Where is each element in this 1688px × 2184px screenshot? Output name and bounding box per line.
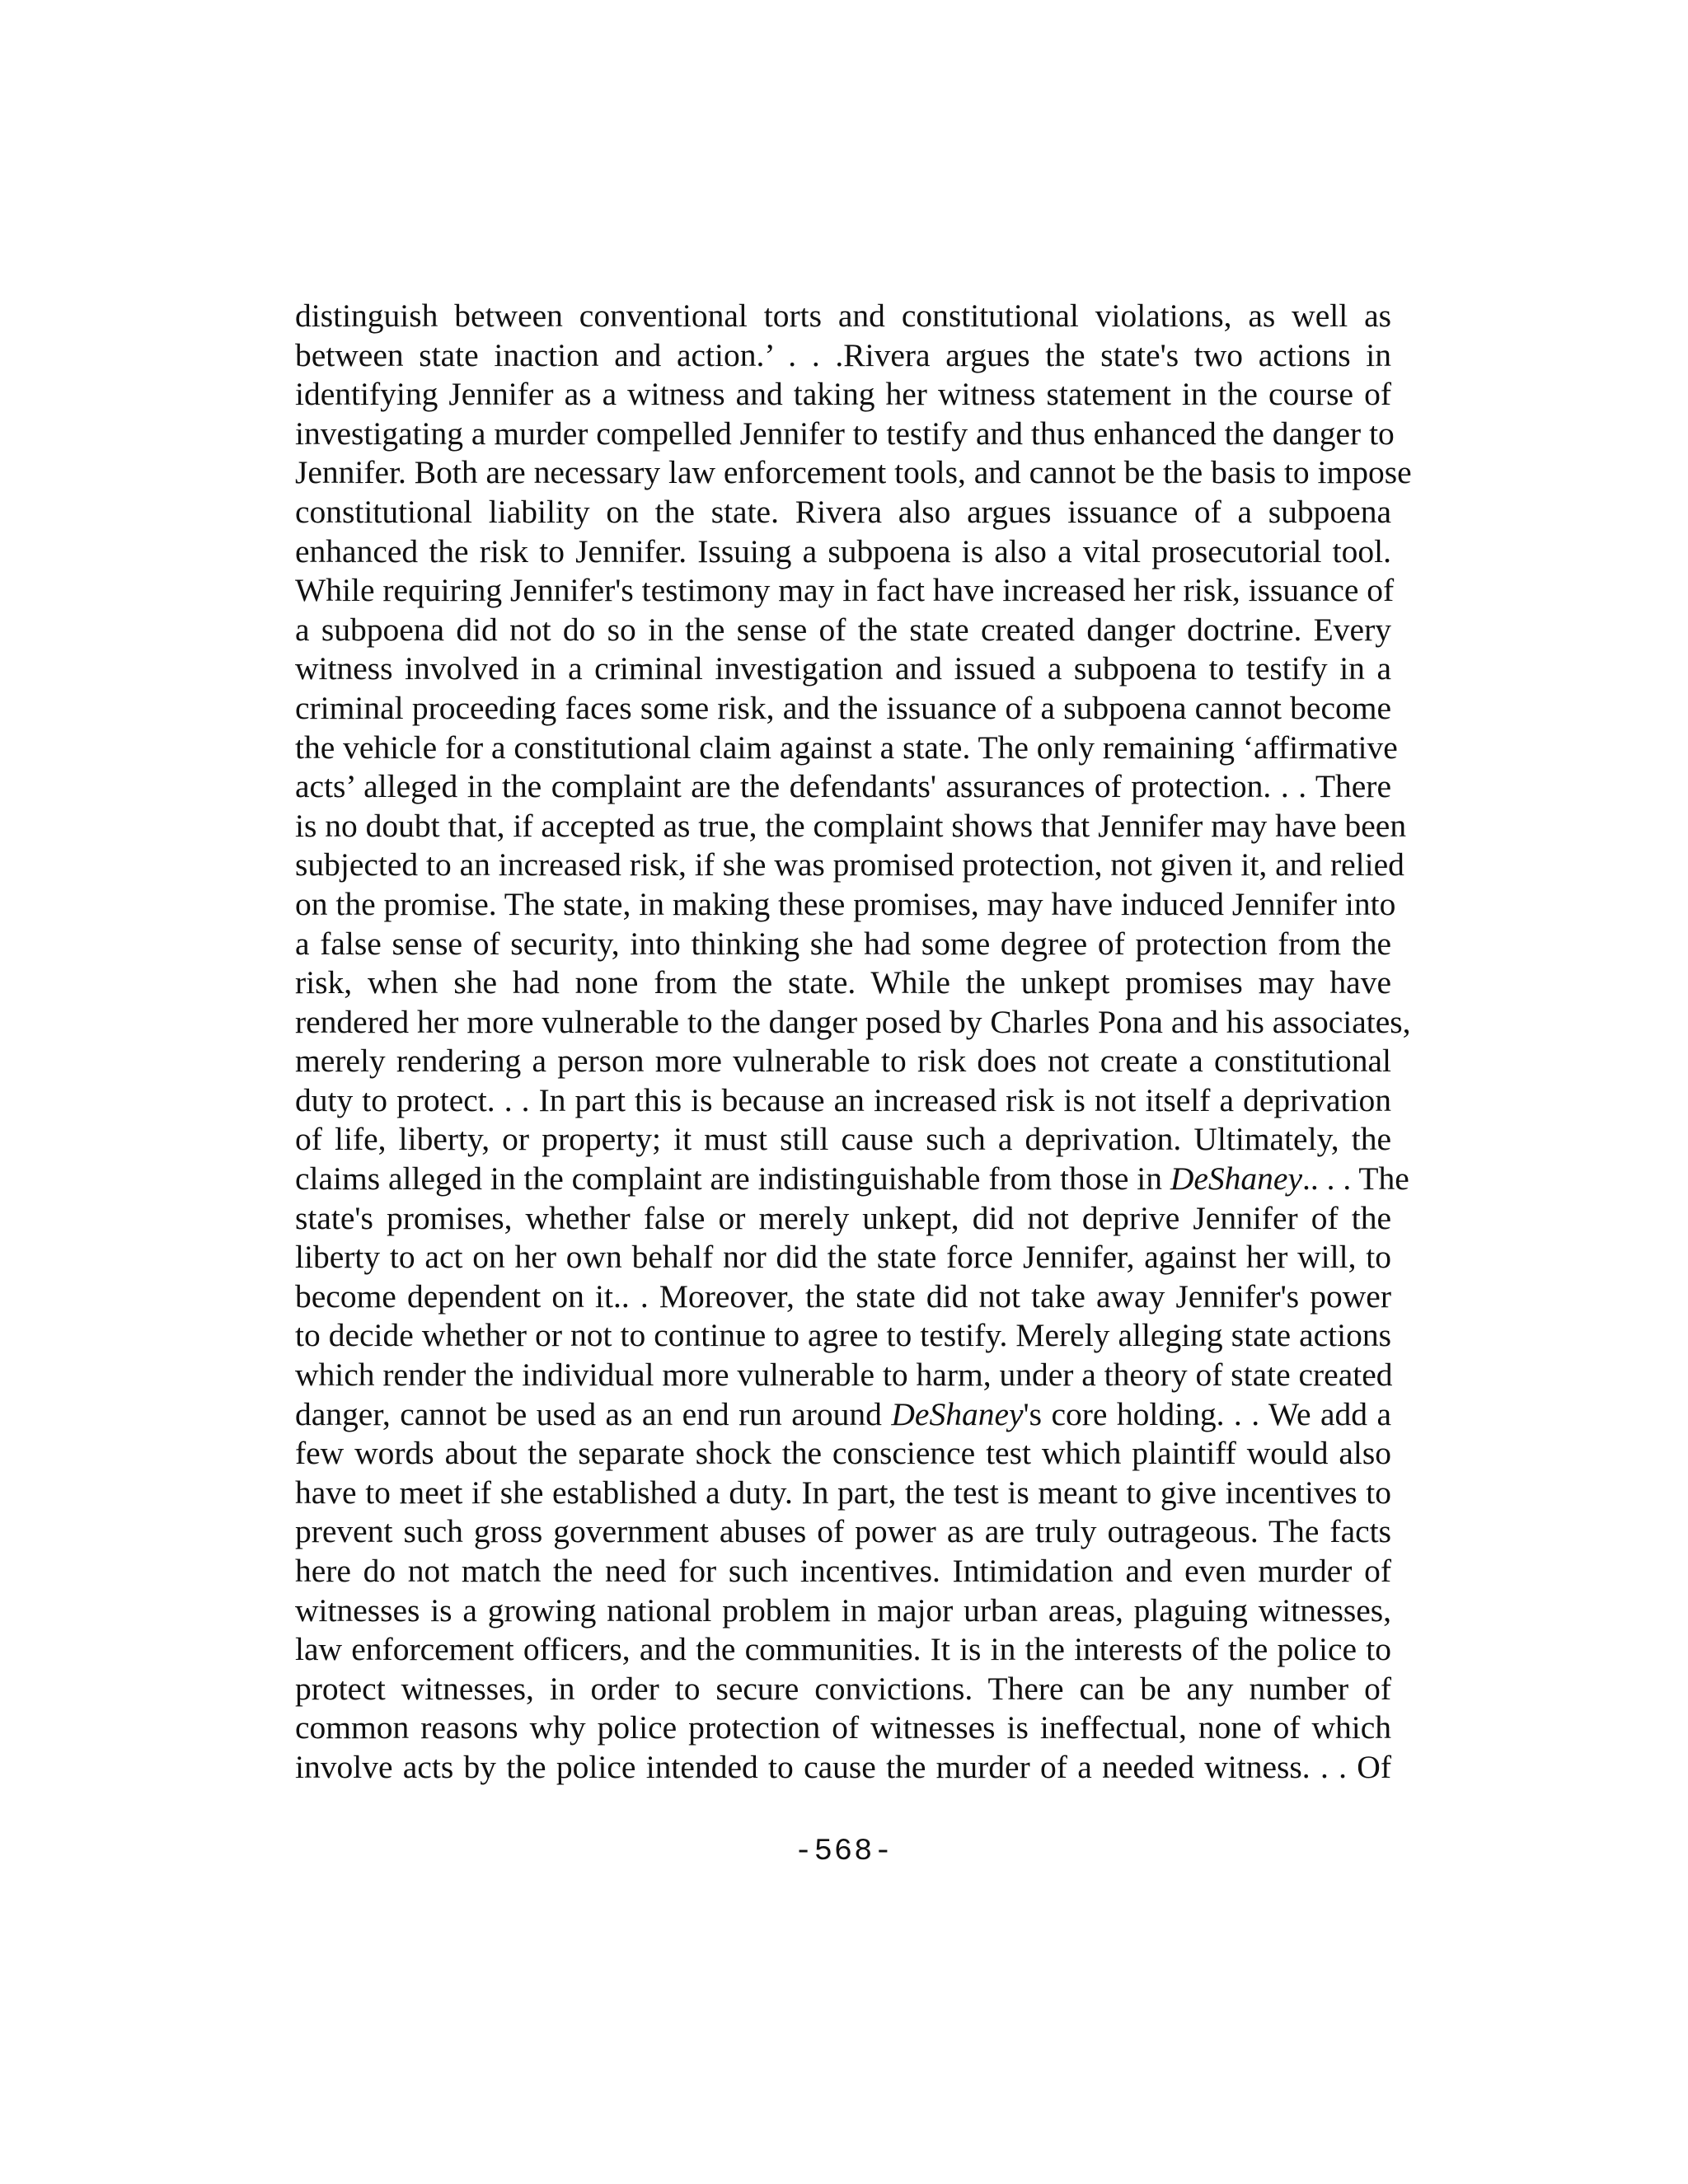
text-line [295, 1042, 1391, 1081]
body-text [295, 297, 1412, 1788]
text-segment: a false sense of security, into thinking she had some degree of protection from the [295, 925, 1391, 962]
text-line [295, 1395, 1391, 1435]
text-line [295, 1434, 1391, 1474]
text-segment: witness involved in a criminal investigation and issued a subpoena to testify in a [295, 650, 1391, 687]
text-line [295, 807, 1407, 846]
text-line [295, 571, 1395, 611]
text-segment: between state inaction and action.’ . . .Rivera argues the state's two actions in [295, 336, 1391, 373]
text-segment: Jennifer. Both are necessary law enforcement tools, and cannot be the basis to impose [295, 454, 1412, 491]
text-segment: criminal proceeding faces some risk, and the issuance of a subpoena cannot become [295, 689, 1391, 726]
text-line [295, 1277, 1391, 1317]
text-segment: acts’ alleged in the complaint are the defendants' assurances of protection. . . There [295, 768, 1391, 805]
text-line [295, 1474, 1391, 1513]
text-segment: the vehicle for a constitutional claim against a state. The only remaining ‘affirmative [295, 729, 1398, 766]
text-line [295, 1199, 1391, 1239]
text-line [295, 963, 1391, 1003]
text-segment: involve acts by the police intended to cause the murder of a needed witness. . . Of [295, 1748, 1391, 1785]
text-line [295, 1670, 1391, 1709]
text-segment: protect witnesses, in order to secure convictions. There can be any number of [295, 1670, 1391, 1707]
text-segment: prevent such gross government abuses of power as are truly outrageous. The facts [295, 1513, 1391, 1550]
text-line [295, 1630, 1391, 1670]
text-line [295, 1316, 1391, 1356]
text-segment: on the promise. The state, in making these promises, may have induced Jennifer into [295, 885, 1396, 922]
text-segment: subjected to an increased risk, if she was promised protection, not given it, and relied [295, 846, 1404, 883]
text-segment: rendered her more vulnerable to the danger posed by Charles Pona and his associates, [295, 1003, 1411, 1040]
text-segment: to decide whether or not to continue to agree to testify. Merely alleging state actions [295, 1317, 1391, 1354]
text-line [295, 885, 1396, 925]
text-line [295, 846, 1404, 885]
text-line [295, 1160, 1409, 1199]
text-line [295, 925, 1391, 964]
case-name-italic: DeShaney [891, 1395, 1024, 1432]
text-segment: identifying Jennifer as a witness and taking her witness statement in the course of [295, 376, 1391, 413]
text-segment: merely rendering a person more vulnerable to risk does not create a constitutional [295, 1043, 1391, 1080]
text-line [295, 611, 1391, 650]
text-line [295, 1552, 1391, 1591]
text-line [295, 1708, 1391, 1748]
text-segment: danger, cannot be used as an end run around [295, 1395, 892, 1432]
text-segment: is no doubt that, if accepted as true, the complaint shows that Jennifer may have been [295, 807, 1407, 844]
text-line [295, 1591, 1391, 1631]
text-segment: liberty to act on her own behalf nor did the state force Jennifer, against her will, to [295, 1239, 1391, 1276]
text-segment: a subpoena did not do so in the sense of the state created danger doctrine. Every [295, 611, 1391, 648]
text-line [295, 689, 1391, 729]
text-segment: which render the individual more vulnerable to harm, under a theory of state created [295, 1357, 1393, 1394]
text-line [295, 649, 1391, 689]
text-line [295, 532, 1391, 572]
text-line [295, 767, 1391, 807]
text-line [295, 729, 1398, 768]
text-segment: .. . . The [1301, 1160, 1409, 1197]
text-segment: duty to protect. . . In part this is because an increased risk is not itself a deprivation [295, 1081, 1391, 1118]
text-segment: enhanced the risk to Jennifer. Issuing a subpoena is also a vital prosecutorial tool. [295, 532, 1391, 569]
page-number: -568- [794, 1835, 894, 1869]
text-line [295, 375, 1391, 415]
text-segment: constitutional liability on the state. Rivera also argues issuance of a subpoena [295, 493, 1391, 530]
text-line [295, 1238, 1391, 1277]
text-segment: While requiring Jennifer's testimony may in fact have increased her risk, issuance of [295, 572, 1395, 609]
text-segment: 's core holding. . . We add a [1023, 1395, 1391, 1432]
text-segment: of life, liberty, or property; it must still cause such a deprivation. Ultimately, the [295, 1121, 1391, 1158]
text-line [295, 1003, 1411, 1043]
text-line [295, 1081, 1391, 1121]
text-line [295, 1748, 1391, 1788]
text-segment: few words about the separate shock the conscience test which plaintiff would also [295, 1435, 1391, 1472]
text-segment: have to meet if she established a duty. In part, the test is meant to give incentives to [295, 1474, 1391, 1511]
text-line [295, 336, 1391, 376]
text-line [295, 415, 1395, 454]
text-segment: here do not match the need for such incentives. Intimidation and even murder of [295, 1553, 1391, 1589]
text-line [295, 1512, 1391, 1552]
text-segment: claims alleged in the complaint are indistinguishable from those in [295, 1160, 1170, 1197]
text-segment: state's promises, whether false or merely unkept, did not deprive Jennifer of the [295, 1199, 1391, 1236]
text-segment: witnesses is a growing national problem in major urban areas, plaguing witnesses, [295, 1591, 1391, 1629]
text-line [295, 493, 1391, 532]
text-line [295, 297, 1391, 336]
text-segment: law enforcement officers, and the communities. It is in the interests of the police to [295, 1631, 1391, 1668]
text-line [295, 453, 1412, 493]
text-segment: risk, when she had none from the state. While the unkept promises may have [295, 964, 1391, 1001]
text-segment: distinguish between conventional torts and constitutional violations, as well as [295, 298, 1391, 334]
case-name-italic: DeShaney [1170, 1160, 1302, 1197]
text-line [295, 1120, 1391, 1160]
text-segment: become dependent on it.. . Moreover, the state did not take away Jennifer's power [295, 1277, 1391, 1315]
text-segment: common reasons why police protection of witnesses is ineffectual, none of which [295, 1709, 1391, 1746]
text-line [295, 1356, 1391, 1395]
text-segment: investigating a murder compelled Jennifer to testify and thus enhanced the danger to [295, 415, 1395, 452]
